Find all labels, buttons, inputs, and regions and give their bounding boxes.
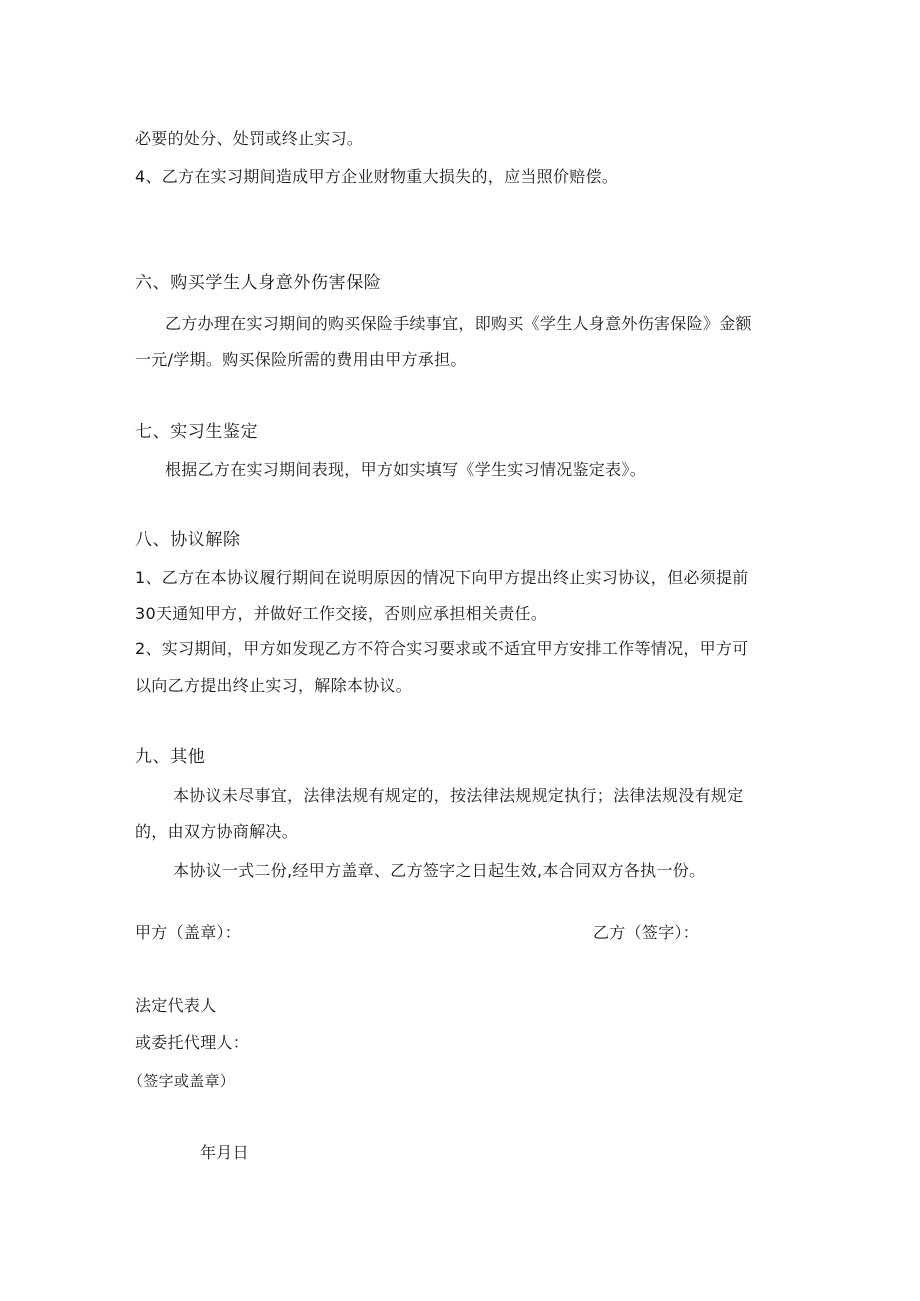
party-b-signature-label: 乙方（签字）： (593, 923, 700, 942)
party-a-signature-label: 甲方（盖章）： (135, 923, 242, 942)
section-8-item-1-line-1: 1、乙方在本协议履行期间在说明原因的情况下向甲方提出终止实习协议，但必须提前 (135, 568, 749, 587)
authorized-agent-label: 或委托代理人： (135, 1033, 250, 1052)
section-8-heading: 八、协议解除 (135, 530, 241, 550)
section-6-paragraph-line-2: 一元/学期。购买保险所需的费用由甲方承担。 (135, 350, 467, 369)
section-9-heading: 九、其他 (135, 747, 206, 767)
text-line-compensation: 4、乙方在实习期间造成甲方企业财物重大损失的，应当照价赔偿。 (135, 167, 619, 186)
section-6-paragraph-line-1: 乙方办理在实习期间的购买保险手续事宜，即购买《学生人身意外伤害保险》金额 (165, 314, 752, 333)
section-8-item-2-line-1: 2、实习期间，甲方如发现乙方不符合实习要求或不适宜甲方安排工作等情况，甲方可 (135, 639, 749, 658)
section-8-item-2-line-2: 以向乙方提出终止实习，解除本协议。 (135, 676, 413, 695)
section-7-heading: 七、实习生鉴定 (135, 422, 259, 442)
text-line-penalty: 必要的处分、处罚或终止实习。 (135, 129, 364, 148)
section-9-paragraph-1-line-1: 本协议未尽事宜，法律法规有规定的，按法律法规规定执行；法律法规没有规定 (173, 786, 744, 805)
section-9-paragraph-1-line-2: 的，由双方协商解决。 (135, 822, 299, 841)
section-7-paragraph: 根据乙方在实习期间表现，甲方如实填写《学生实习情况鉴定表》。 (165, 460, 647, 479)
date-label: 年月日 (200, 1143, 249, 1162)
section-9-paragraph-2: 本协议一式二份,经甲方盖章、乙方签字之日起生效,本合同双方各执一份。 (173, 861, 706, 880)
signature-note: （签字或盖章） (128, 1072, 236, 1090)
section-6-heading: 六、购买学生人身意外伤害保险 (135, 273, 382, 293)
section-8-item-1-line-2: 30天通知甲方，并做好工作交接，否则应承担相关责任。 (135, 604, 548, 623)
legal-representative-label: 法定代表人 (135, 996, 217, 1015)
